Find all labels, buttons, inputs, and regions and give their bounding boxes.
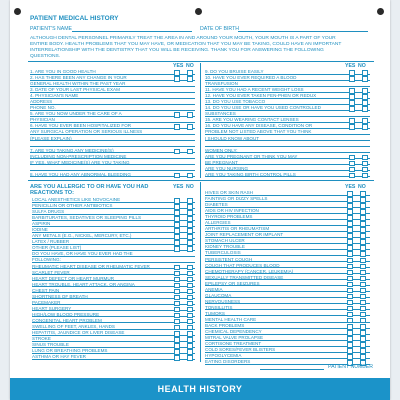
- question-label: HEART SURGERY: [32, 305, 72, 311]
- top-right-row: [205, 172, 370, 178]
- patients-name-field[interactable]: [72, 31, 192, 32]
- yes-checkbox[interactable]: [349, 173, 355, 179]
- question-label: COLD SORES/FEVER BLISTERS: [205, 347, 276, 353]
- bottom-left-row: [32, 354, 195, 360]
- yes-header: YES: [173, 63, 184, 69]
- question-label: (PLEASE EXPLAIN): [30, 135, 72, 141]
- no-header: NO: [358, 63, 366, 69]
- row-underline: [30, 176, 195, 177]
- question-label: LUNG OR BREATHING PROBLEMS: [32, 348, 108, 354]
- question-label: HEART DEFECT OR HEART MURMUR: [32, 275, 115, 281]
- question-label: 13. DO YOU USE TOBACCO: [205, 99, 266, 105]
- top-right-questions: [205, 69, 370, 178]
- question-label: ASTHMA OR HAY FEVER: [32, 354, 86, 360]
- question-label: ARE YOU NURSING: [205, 165, 249, 171]
- question-label: ALLERGIES: [205, 220, 231, 226]
- question-label: IF YES, WHAT MEDICINE(S) ARE YOU TAKING: [30, 159, 130, 165]
- question-label: HIGH/LOW BLOOD PRESSURE: [32, 311, 100, 317]
- no-checkbox[interactable]: [362, 173, 368, 179]
- yes-checkbox[interactable]: [174, 355, 180, 361]
- top-left-row: [30, 172, 195, 178]
- question-label: SUBSTANCES: [205, 111, 236, 117]
- question-label: CONGENITAL HEART PROBLEM: [32, 317, 102, 323]
- question-label: PHYSICIAN: [30, 117, 55, 123]
- question-label: HEART TROUBLE, HEART ATTACK, OR ANGINA: [32, 281, 135, 287]
- section-divider: [28, 180, 374, 181]
- question-label: SULFA DRUGS: [32, 209, 65, 215]
- yes-header: YES: [345, 184, 356, 190]
- question-label: TRANSFUSION: [205, 81, 238, 87]
- question-label: EATING DISORDERS: [205, 359, 251, 365]
- binder-hole: [195, 8, 202, 15]
- question-label: GLAUCOMA: [205, 292, 232, 298]
- question-label: 14. DO YOU USE OR HAVE YOU USED CONTROLLED: [205, 105, 321, 111]
- question-label: BE PREGNANT: [205, 159, 238, 165]
- question-label: ANY METALS (E.G., NICKEL, MERCURY, ETC.): [32, 233, 132, 239]
- question-label: HYPOGLYCEMIA: [205, 353, 242, 359]
- question-label: SWELLING OF FEET, ANKLES, HANDS: [32, 323, 115, 329]
- question-label: SHORTNESS OF BREATH: [32, 293, 88, 299]
- question-label: 16. DO YOU HAVE ANY DISEASE, CONDITION OR: [205, 123, 313, 129]
- question-label: INCLUDING NON-PRESCRIPTION MEDICINE: [30, 153, 127, 159]
- question-label: 15. ARE YOU WEARING CONTACT LENSES: [205, 117, 299, 123]
- row-underline: [205, 176, 370, 177]
- question-label: SINUS TROUBLE: [32, 342, 69, 348]
- question-label: CHEST PAIN: [32, 287, 60, 293]
- question-label: CHEMOTHERAPY (CANCER, LEUKEMIA): [205, 268, 294, 274]
- allergy-header: ARE YOU ALLERGIC TO OR HAVE YOU HAD: [30, 184, 149, 190]
- question-label: PENICILLIN OR OTHER ANTIBIOTICS: [32, 203, 113, 209]
- question-label: NERVOUSNESS: [205, 298, 241, 304]
- question-label: ANY SURGICAL OPERATION OR SERIOUS ILLNESS: [30, 129, 143, 135]
- intro-line: QUESTIONS.: [30, 54, 61, 59]
- question-label: ARE YOU TAKING BIRTH CONTROL PILLS: [205, 171, 296, 177]
- intro-line: ALTHOUGH DENTAL PERSONNEL PRIMARILY TREAT THE AREA IN AND AROUND YOUR MOUTH, YOUR MOUTH IS A PART OF YOUR: [30, 36, 336, 41]
- no-checkbox[interactable]: [187, 355, 193, 361]
- question-label: FAINTING OR DIZZY SPELLS: [205, 196, 268, 202]
- binder-hole: [14, 8, 21, 15]
- question-label: BACK PROBLEMS: [205, 323, 245, 329]
- bottom-left-conditions: [32, 197, 195, 360]
- question-label: PHONE NO.: [30, 105, 56, 111]
- question-label: 1. ARE YOU IN GOOD HEALTH: [30, 69, 96, 74]
- question-label: 7. ARE YOU TAKING ANY MEDICINE(S): [30, 147, 114, 153]
- dob-label: DATE OF BIRTH: [200, 26, 240, 32]
- no-header: NO: [186, 184, 194, 190]
- allergy-header-2: REACTIONS TO:: [30, 190, 75, 196]
- question-label: PROBLEM NOT LISTED ABOVE THAT YOU THINK: [205, 129, 312, 135]
- bottom-right-conditions: [205, 190, 370, 365]
- question-label: AIDS OR HIV INFECTION: [205, 208, 259, 214]
- question-label: CORTISONE TREATMENT: [205, 341, 262, 347]
- question-label: HEPATITIS, JAUNDICE OR LIVER DISEASE: [32, 330, 125, 336]
- question-label: MITRAL VALVE PROLAPSE: [205, 335, 264, 341]
- question-label: 6. HAVE YOU EVER BEEN HOSPITALIZED FOR: [30, 123, 132, 129]
- question-label: ADDRESS: [30, 99, 53, 105]
- intro-line: ENTIRE BODY. HEALTH PROBLEMS THAT YOU MAY HAVE, OR MEDICATION THAT YOU MAY BE TAKING, COULD HAVE AN IMPORTANT: [30, 42, 342, 47]
- question-label: 2. HAS THERE BEEN ANY CHANGE IN YOUR: [30, 75, 127, 81]
- column-divider: [200, 182, 201, 362]
- question-label: TONSILLITIS: [205, 304, 233, 310]
- question-label: THYROID PROBLEMS: [205, 214, 253, 220]
- no-header: NO: [358, 184, 366, 190]
- no-header: NO: [186, 63, 194, 69]
- question-label: PERSISTENT COUGH: [205, 256, 253, 262]
- row-underline: [32, 359, 195, 360]
- question-label: 12. HAVE YOU EVER TAKEN FEN-PHEN OR REDUX: [205, 93, 317, 99]
- footer-banner: [10, 378, 390, 400]
- patient-number-label: PATIENT NUMBER: [328, 364, 373, 370]
- patient-number-field[interactable]: [260, 369, 324, 370]
- question-label: IODINE: [32, 227, 48, 233]
- question-label: SCARLET FEVER: [32, 269, 70, 275]
- question-label: 11. HAVE YOU HAD A RECENT WEIGHT LOSS: [205, 87, 304, 93]
- yes-checkbox[interactable]: [174, 173, 180, 179]
- question-label: HIVES OR SKIN RASH: [205, 190, 253, 195]
- top-left-questions: [30, 69, 195, 178]
- question-label: DIABETES: [205, 202, 228, 208]
- patients-name-label: PATIENT'S NAME: [30, 26, 73, 32]
- footer-title: HEALTH HISTORY: [157, 384, 243, 394]
- question-label: 5. ARE YOU NOW UNDER THE CARE OF A: [30, 111, 122, 117]
- binder-hole: [377, 8, 384, 15]
- dob-field[interactable]: [238, 31, 368, 32]
- question-label: ANEMIA: [205, 286, 223, 292]
- question-label: ARTHRITIS OR RHEUMATISM: [205, 226, 270, 232]
- yes-header: YES: [173, 184, 184, 190]
- column-divider: [200, 63, 201, 178]
- question-label: GENERAL HEALTH WITHIN THE PAST YEAR: [30, 81, 126, 87]
- medical-history-form: [10, 0, 390, 400]
- question-label: STROKE: [32, 336, 51, 342]
- form-title: PATIENT MEDICAL HISTORY: [30, 15, 119, 22]
- yes-header: YES: [345, 63, 356, 69]
- question-label: 10. HAVE YOU EVER REQUIRED A BLOOD: [205, 75, 297, 81]
- question-label: ARE YOU PREGNANT OR THINK YOU MAY: [205, 153, 298, 159]
- question-label: 4. PHYSICIAN'S NAME: [30, 93, 79, 99]
- question-label: LATEX / RUBBER: [32, 239, 70, 245]
- question-label: LOCAL ANESTHETICS LIKE NOVOCAINE: [32, 197, 121, 202]
- question-label: ASPIRIN: [32, 221, 51, 227]
- question-label: BARBITURATES, SEDATIVES OR SLEEPING PILLS: [32, 215, 142, 221]
- question-label: EPILEPSY OR SEIZURES: [205, 280, 260, 286]
- question-label: JOINT REPLACEMENT OR IMPLANT: [205, 232, 284, 238]
- question-label: TUMORS: [205, 310, 225, 316]
- no-checkbox[interactable]: [187, 173, 193, 179]
- question-label: I SHOULD KNOW ABOUT: [205, 135, 260, 141]
- question-label: TUBERCULOSIS: [205, 250, 241, 256]
- question-label: OTHER (PLEASE LIST): [32, 245, 82, 251]
- question-label: CHEMICAL DEPENDENCY: [205, 329, 262, 335]
- question-label: SEXUALLY TRANSMITTED DISEASE: [205, 274, 284, 280]
- question-label: DO YOU HAVE, OR HAVE YOU EVER HAD THE: [32, 251, 133, 257]
- question-label: RHEUMATIC HEART DISEASE OR RHEUMATIC FEVER: [32, 263, 150, 269]
- question-label: 3. DATE OF YOUR LAST PHYSICAL EXAM: [30, 87, 120, 93]
- divider: [28, 61, 374, 62]
- question-label: KIDNEY TROUBLE: [205, 244, 245, 250]
- question-label: MENTAL HEALTH CARE: [205, 316, 257, 322]
- question-label: 9. DO YOU BRUISE EASILY: [205, 69, 264, 74]
- question-label: COUGH THAT PRODUCES BLOOD: [205, 262, 280, 268]
- question-label: 8. HAVE YOU HAD ANY ABNORMAL BLEEDING: [30, 171, 131, 177]
- question-label: STOMACH ULCER: [205, 238, 245, 244]
- question-label: PACEMAKER: [32, 299, 61, 305]
- question-label: FOLLOWING:: [32, 257, 61, 263]
- question-label: WOMEN ONLY:: [205, 147, 238, 153]
- intro-line: INTERRELATIONSHIP WITH THE DENTISTRY THAT YOU WILL BE RECEIVING. THANK YOU FOR ANSWERING THE FOLLOWING: [30, 48, 324, 53]
